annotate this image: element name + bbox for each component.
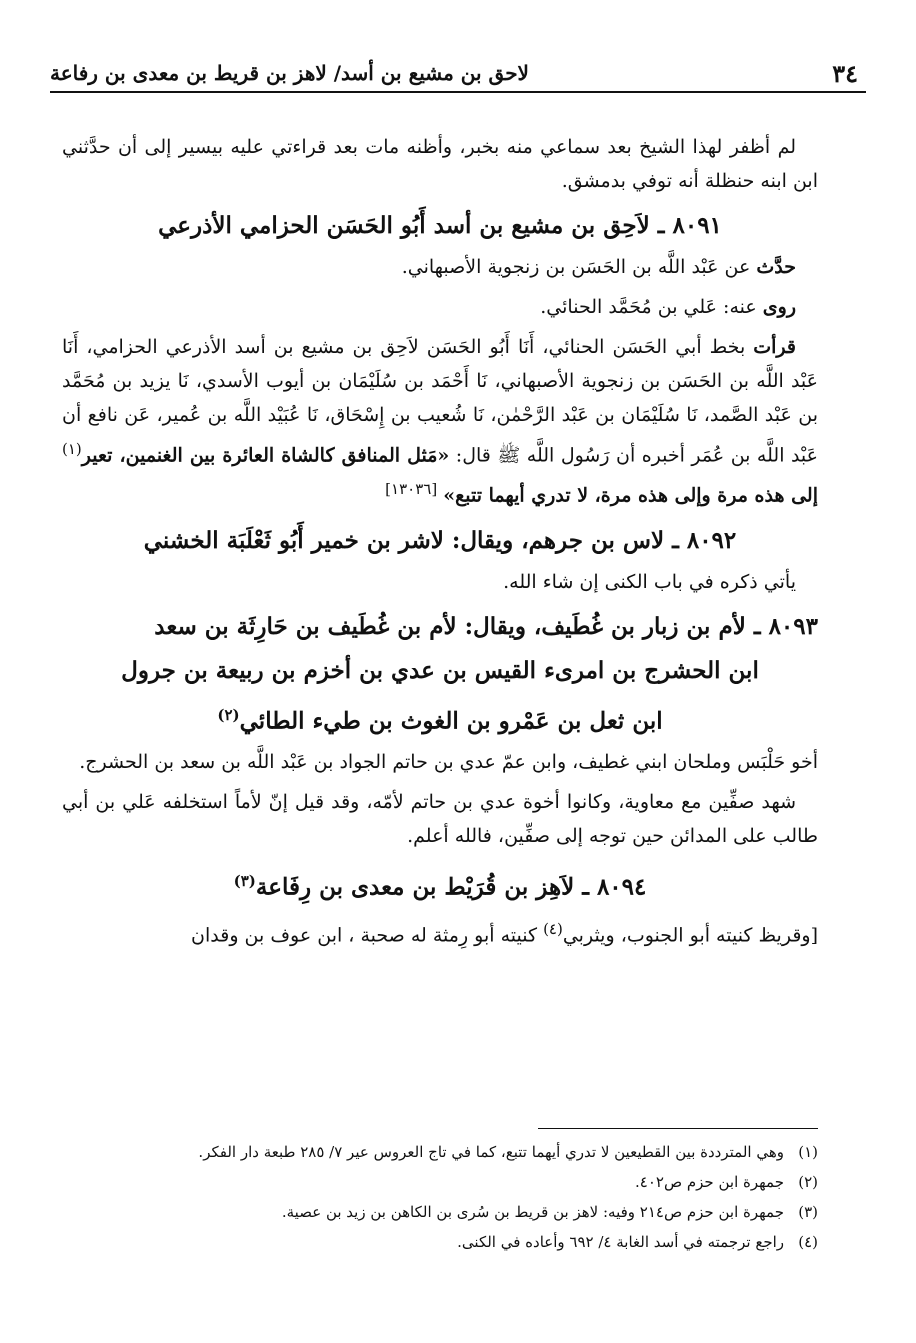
entry-8093-text-1: أخو حَلْبَس وملحان ابني غطيف، وابن عمّ عدي بن حاتم الجواد بن عَبْد اللَّه بن سعد بن الحشرج.: [79, 751, 818, 774]
paragraph-intro: لم أظفر لهذا الشيخ بعد سماعي منه بخبر، وأظنه مات بعد قراءتي عليه بيسير إلى أن حدَّثني ابن ابنه حنظلة أنه توفي بدمشق.: [62, 136, 818, 192]
entry-8091-reported: [62, 290, 818, 324]
main-text: [62, 130, 818, 958]
footnote-number: (٢): [798, 1173, 818, 1191]
footnote-number: (٤): [798, 1233, 818, 1251]
footnote-marker-1: (١): [62, 440, 82, 458]
page-number: ٣٤: [832, 58, 858, 88]
entry-heading-8094-text: ٨٠٩٤ ـ لاَهِز بن قُرَيْط بن معدى بن رِفَاعة: [255, 873, 647, 901]
entry-heading-8094: [62, 859, 818, 910]
entry-8094-text-b: كنيته أبو رِمثة له صحبة ، ابن عوف بن وقدان: [191, 924, 538, 947]
footnote-marker-4: (٤): [543, 919, 563, 938]
entry-heading-8093: [62, 605, 818, 744]
footnote-item: [62, 1167, 818, 1197]
footnote-text: وهي المترددة بين القطيعين لا تدري أيهما تتبع، كما في تاج العروس عير ٧/ ٢٨٥ طبعة دار الفكر.: [198, 1143, 784, 1161]
text-hadath: عن عَبْد اللَّه بن الحَسَن بن زنجوية الأصبهاني.: [401, 256, 751, 278]
entry-8094-text-a: [وقريظ كنيته أبو الجنوب، ويثربي: [562, 924, 818, 947]
footnote-number: (١): [798, 1143, 818, 1161]
entry-8091-narrated: [62, 250, 818, 284]
footnote-divider: [538, 1128, 818, 1129]
label-rawa: روى: [762, 296, 796, 318]
footnote-number: (٣): [798, 1203, 818, 1221]
hadith-text: «مَثل المنافق كالشاة العائرة بين الغنمين، تعير: [81, 444, 450, 467]
page-header: [50, 55, 866, 93]
label-hadath: حدَّث: [756, 256, 796, 278]
entry-8091-isnad: [62, 330, 818, 513]
entry-8092-text: يأتي ذكره في باب الكنى إن شاء الله.: [503, 570, 796, 593]
entry-8093-text-2: شهد صفِّين مع معاوية، وكانوا أخوة عدي بن حاتم لأمّه، وقد قيل إنّ لأماً استخلفه عَلي بن أبي طالب على المدائن حين توجه إلى صفِّين، فالله أعلم.: [62, 791, 818, 848]
running-title: لاحق بن مشيع بن أسد/ لاهز بن قريط بن معدى بن رفاعة: [50, 61, 529, 85]
footnote-item: [62, 1227, 818, 1257]
footnote-item: [62, 1197, 818, 1227]
hadith-ref-number: [١٣٠٣٦]: [385, 480, 438, 499]
hadith-text-cont: إلى هذه مرة وإلى هذه مرة، لا تدري أيهما تتبع»: [443, 484, 818, 507]
label-qara: قرأت: [753, 336, 796, 358]
footnote-text: جمهرة ابن حزم ص٤٠٢.: [635, 1173, 784, 1191]
entry-heading-8091: ٨٠٩١ ـ لاَحِق بن مشيع بن أسد أَبُو الحَسَن الحزامي الأذرعي: [158, 212, 722, 239]
text-isnad: بخط أبي الحَسَن الحنائي، أَنَا أَبُو الحَسَن لاَحِق بن مشيع بن أسد الأذرعي الحزامي، أَنَا عَبْد اللَّه بن الحَسَن بن زنجوية الأصبهاني، نَا أَحْمَد بن سُلَيْمَان بن أيوب الأسدي، نَا يزيد بن مُحَمَّد بن عَبْد الصَّمد، نَا سُلَيْمَان بن عَبْد الرَّحْمٰن، نَا شُعيب بن إِسْحَاق، نَا عُبَيْد اللَّه بن عُمير، عَن نافع أن عَبْد اللَّه بن عُمَر أخبره أن رَسُول اللَّه ﷺ قال:: [62, 336, 818, 467]
footnote-marker-3: (٣): [233, 872, 256, 891]
text-rawa: عنه: عَلي بن مُحَمَّد الحنائي.: [540, 296, 757, 318]
entry-heading-8092: ٨٠٩٢ ـ لاس بن جرهم، ويقال: لاشر بن خمير أَبُو ثَعْلَبَة الخشني: [143, 526, 737, 554]
entry-heading-8093-line3: [62, 693, 818, 744]
entry-heading-8093-line2: ابن الحشرج بن امرىء القيس بن عدي بن أخزم بن ربيعة بن جرول: [121, 656, 759, 684]
footnotes: [62, 1128, 818, 1257]
entry-8094-text: [62, 912, 818, 952]
footnote-marker-2: (٢): [217, 705, 240, 724]
entry-heading-8093-line1: ٨٠٩٣ ـ لأم بن زبار بن غُطَيف، ويقال: لأم بن غُطَيف بن حَارِثَة بن سعد: [154, 612, 818, 640]
footnote-text: راجع ترجمته في أسد الغابة ٤/ ٦٩٢ وأعاده في الكنى.: [457, 1233, 784, 1251]
entry-heading-8093-line3-text: ابن ثعل بن عَمْرو بن الغوث بن طيء الطائي: [239, 707, 663, 735]
footnote-item: [62, 1137, 818, 1167]
footnote-text: جمهرة ابن حزم ص٢١٤ وفيه: لاهز بن قريط بن سُرى بن الكاهن بن زيد بن عصية.: [281, 1203, 784, 1221]
